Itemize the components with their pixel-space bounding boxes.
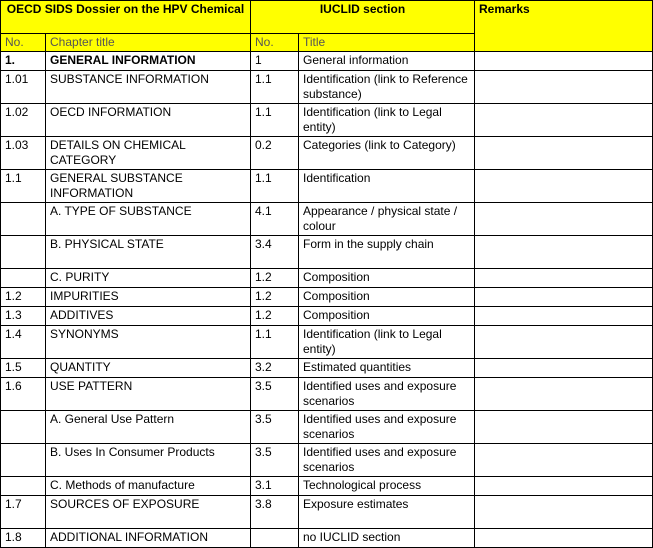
table-row bbox=[1, 444, 653, 477]
cell-no: 1.03 bbox=[1, 137, 46, 170]
cell-iuclid-title: Identification bbox=[299, 170, 475, 203]
cell-iuclid-title: Composition bbox=[299, 307, 475, 326]
cell-iuclid-title: Form in the supply chain bbox=[299, 236, 475, 269]
cell-iuclid-title: Identified uses and exposure scenarios bbox=[299, 411, 475, 444]
table-row bbox=[1, 137, 653, 170]
header-group-row bbox=[1, 1, 653, 34]
cell-iuclid-no: 0.2 bbox=[251, 137, 299, 170]
cell-remarks bbox=[475, 71, 653, 104]
cell-iuclid-title: Identified uses and exposure scenarios bbox=[299, 378, 475, 411]
cell-chapter-title: SYNONYMS bbox=[46, 326, 251, 359]
cell-iuclid-title: Identification (link to Reference substance) bbox=[299, 71, 475, 104]
table-row bbox=[1, 203, 653, 236]
cell-remarks bbox=[475, 104, 653, 137]
cell-no: 1. bbox=[1, 52, 46, 71]
cell-chapter-title: B. PHYSICAL STATE bbox=[46, 236, 251, 269]
cell-chapter-title: USE PATTERN bbox=[46, 378, 251, 411]
cell-remarks bbox=[475, 269, 653, 288]
cell-chapter-title: DETAILS ON CHEMICAL CATEGORY bbox=[46, 137, 251, 170]
cell-iuclid-no: 1.2 bbox=[251, 269, 299, 288]
cell-iuclid-no: 1.2 bbox=[251, 307, 299, 326]
cell-no: 1.02 bbox=[1, 104, 46, 137]
table-row bbox=[1, 411, 653, 444]
table-row bbox=[1, 288, 653, 307]
cell-no: 1.8 bbox=[1, 529, 46, 548]
cell-iuclid-no bbox=[251, 529, 299, 548]
cell-chapter-title: C. Methods of manufacture bbox=[46, 477, 251, 496]
cell-iuclid-title: Identified uses and exposure scenarios bbox=[299, 444, 475, 477]
cell-iuclid-no: 1.1 bbox=[251, 71, 299, 104]
cell-iuclid-no: 3.5 bbox=[251, 411, 299, 444]
cell-chapter-title: ADDITIVES bbox=[46, 307, 251, 326]
table-row bbox=[1, 529, 653, 548]
cell-remarks bbox=[475, 326, 653, 359]
cell-iuclid-title: Exposure estimates bbox=[299, 496, 475, 529]
cell-iuclid-title: Estimated quantities bbox=[299, 359, 475, 378]
cell-no: 1.1 bbox=[1, 170, 46, 203]
cell-iuclid-title: Categories (link to Category) bbox=[299, 137, 475, 170]
cell-remarks bbox=[475, 378, 653, 411]
cell-no: 1.3 bbox=[1, 307, 46, 326]
cell-remarks bbox=[475, 359, 653, 378]
table-row bbox=[1, 104, 653, 137]
header-iuclid-group: IUCLID section bbox=[251, 1, 475, 34]
table-row bbox=[1, 170, 653, 203]
cell-remarks bbox=[475, 411, 653, 444]
cell-chapter-title: C. PURITY bbox=[46, 269, 251, 288]
table-row bbox=[1, 359, 653, 378]
table-row bbox=[1, 378, 653, 411]
cell-iuclid-title: Identification (link to Legal entity) bbox=[299, 104, 475, 137]
table-row bbox=[1, 496, 653, 529]
cell-no: 1.4 bbox=[1, 326, 46, 359]
cell-chapter-title: GENERAL INFORMATION bbox=[46, 52, 251, 71]
cell-no bbox=[1, 269, 46, 288]
table-row bbox=[1, 71, 653, 104]
cell-chapter-title: ADDITIONAL INFORMATION bbox=[46, 529, 251, 548]
cell-iuclid-title: General information bbox=[299, 52, 475, 71]
cell-remarks bbox=[475, 137, 653, 170]
table-row bbox=[1, 477, 653, 496]
header-col-no: No. bbox=[1, 34, 46, 52]
cell-remarks bbox=[475, 307, 653, 326]
cell-remarks bbox=[475, 236, 653, 269]
cell-remarks bbox=[475, 203, 653, 236]
header-col-iuclid-no: No. bbox=[251, 34, 299, 52]
cell-iuclid-title: Composition bbox=[299, 288, 475, 307]
cell-iuclid-no: 1.1 bbox=[251, 104, 299, 137]
cell-chapter-title: B. Uses In Consumer Products bbox=[46, 444, 251, 477]
cell-no bbox=[1, 411, 46, 444]
cell-chapter-title: A. General Use Pattern bbox=[46, 411, 251, 444]
cell-iuclid-title: Technological process bbox=[299, 477, 475, 496]
cell-remarks bbox=[475, 529, 653, 548]
cell-no: 1.01 bbox=[1, 71, 46, 104]
cell-iuclid-no: 1 bbox=[251, 52, 299, 71]
table-row bbox=[1, 52, 653, 71]
cell-no: 1.5 bbox=[1, 359, 46, 378]
header-col-iuclid-title: Title bbox=[299, 34, 475, 52]
cell-iuclid-no: 1.2 bbox=[251, 288, 299, 307]
cell-no: 1.6 bbox=[1, 378, 46, 411]
cell-no: 1.2 bbox=[1, 288, 46, 307]
cell-remarks bbox=[475, 496, 653, 529]
cell-iuclid-title: Identification (link to Legal entity) bbox=[299, 326, 475, 359]
table-row bbox=[1, 326, 653, 359]
cell-no bbox=[1, 444, 46, 477]
cell-iuclid-no: 3.4 bbox=[251, 236, 299, 269]
cell-iuclid-title: no IUCLID section bbox=[299, 529, 475, 548]
cell-remarks bbox=[475, 444, 653, 477]
header-oecd-group: OECD SIDS Dossier on the HPV Chemical bbox=[1, 1, 251, 34]
cell-iuclid-title: Composition bbox=[299, 269, 475, 288]
header-col-chapter-title: Chapter title bbox=[46, 34, 251, 52]
cell-iuclid-no: 1.1 bbox=[251, 326, 299, 359]
cell-no bbox=[1, 477, 46, 496]
cell-iuclid-no: 3.8 bbox=[251, 496, 299, 529]
cell-no: 1.7 bbox=[1, 496, 46, 529]
cell-iuclid-title: Appearance / physical state / colour bbox=[299, 203, 475, 236]
cell-iuclid-no: 3.5 bbox=[251, 378, 299, 411]
cell-no bbox=[1, 203, 46, 236]
cell-iuclid-no: 3.1 bbox=[251, 477, 299, 496]
cell-iuclid-no: 3.2 bbox=[251, 359, 299, 378]
header-remarks: Remarks bbox=[475, 1, 653, 52]
table-row bbox=[1, 269, 653, 288]
cell-remarks bbox=[475, 170, 653, 203]
cell-chapter-title: A. TYPE OF SUBSTANCE bbox=[46, 203, 251, 236]
cell-no bbox=[1, 236, 46, 269]
cell-remarks bbox=[475, 52, 653, 71]
cell-remarks bbox=[475, 288, 653, 307]
cell-chapter-title: SOURCES OF EXPOSURE bbox=[46, 496, 251, 529]
table-row bbox=[1, 236, 653, 269]
cell-chapter-title: IMPURITIES bbox=[46, 288, 251, 307]
cell-chapter-title: QUANTITY bbox=[46, 359, 251, 378]
cell-chapter-title: OECD INFORMATION bbox=[46, 104, 251, 137]
table-row bbox=[1, 307, 653, 326]
cell-iuclid-no: 1.1 bbox=[251, 170, 299, 203]
cell-chapter-title: GENERAL SUBSTANCE INFORMATION bbox=[46, 170, 251, 203]
cell-remarks bbox=[475, 477, 653, 496]
cell-chapter-title: SUBSTANCE INFORMATION bbox=[46, 71, 251, 104]
cell-iuclid-no: 4.1 bbox=[251, 203, 299, 236]
cell-iuclid-no: 3.5 bbox=[251, 444, 299, 477]
